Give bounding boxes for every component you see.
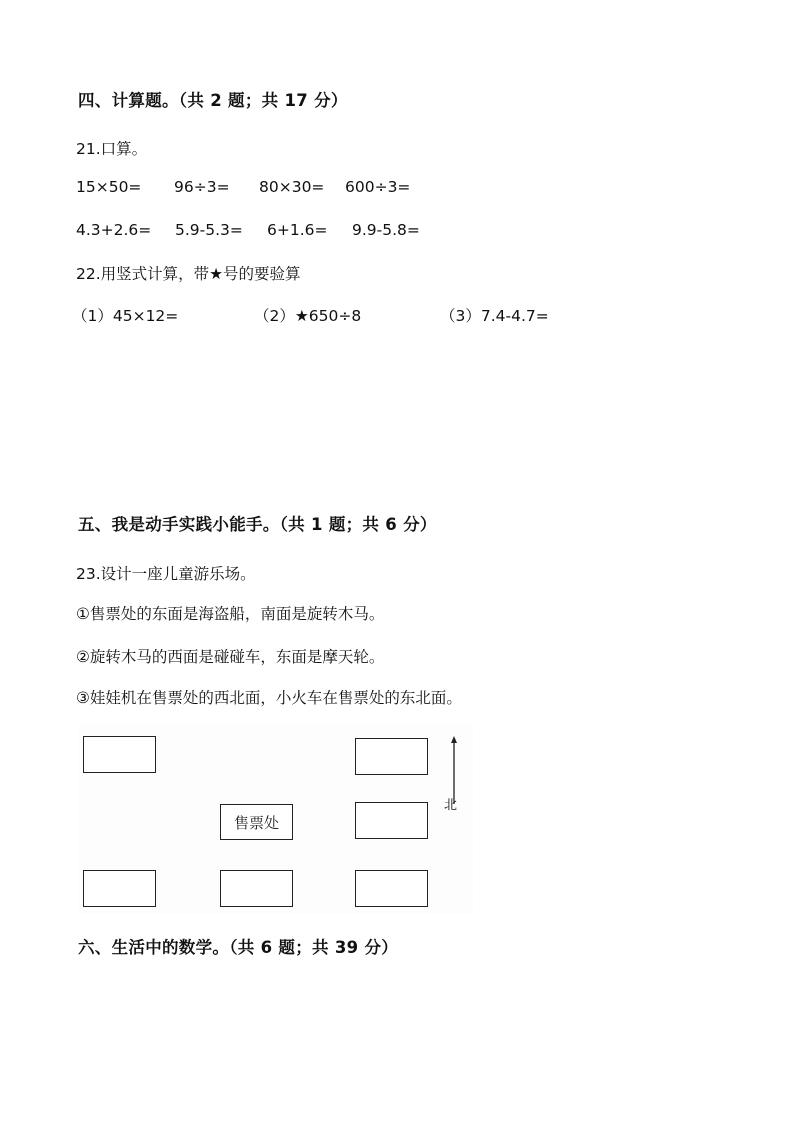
section6-heading: 六、生活中的数学。（共 6 题；共 39 分） [78, 938, 399, 957]
q22-title: 22.用竖式计算，带★号的要验算 [76, 265, 301, 283]
q21-title: 21.口算。 [76, 140, 148, 158]
blank-box-southwest[interactable] [83, 870, 156, 907]
section4-heading: 四、计算题。（共 2 题；共 17 分） [78, 91, 348, 110]
q21-r1-c3: 80×30= [259, 178, 325, 196]
q21-r1-c1: 15×50= [76, 178, 142, 196]
q23-clue-2: ②旋转木马的西面是碰碰车，东面是摩天轮。 [76, 648, 385, 666]
q21-r2-c4: 9.9-5.8= [352, 221, 420, 239]
playground-diagram [78, 724, 473, 914]
blank-box-southeast[interactable] [355, 870, 428, 907]
q23-clue-3: ③娃娃机在售票处的西北面，小火车在售票处的东北面。 [76, 689, 462, 707]
blank-box-south[interactable] [220, 870, 293, 907]
north-label: 北 [444, 798, 458, 813]
q23-clue-1: ①售票处的东面是海盗船，南面是旋转木马。 [76, 605, 385, 623]
q22-item-1: （1）45×12= [72, 307, 179, 325]
ticket-office-label: 售票处 [233, 813, 279, 832]
blank-box-northwest[interactable] [83, 736, 156, 773]
q21-r2-c2: 5.9-5.3= [175, 221, 243, 239]
blank-box-east[interactable] [355, 802, 428, 839]
q21-r1-c4: 600÷3= [345, 178, 411, 196]
q23-title: 23.设计一座儿童游乐场。 [76, 565, 256, 583]
ticket-office-box [220, 804, 293, 840]
q21-r1-c2: 96÷3= [174, 178, 230, 196]
section5-heading: 五、我是动手实践小能手。（共 1 题；共 6 分） [78, 515, 437, 534]
q22-item-2: （2）★650÷8 [254, 307, 362, 325]
q21-r2-c1: 4.3+2.6= [76, 221, 152, 239]
blank-box-northeast[interactable] [355, 738, 428, 775]
q21-r2-c3: 6+1.6= [267, 221, 328, 239]
q22-item-3: （3）7.4-4.7= [440, 307, 549, 325]
